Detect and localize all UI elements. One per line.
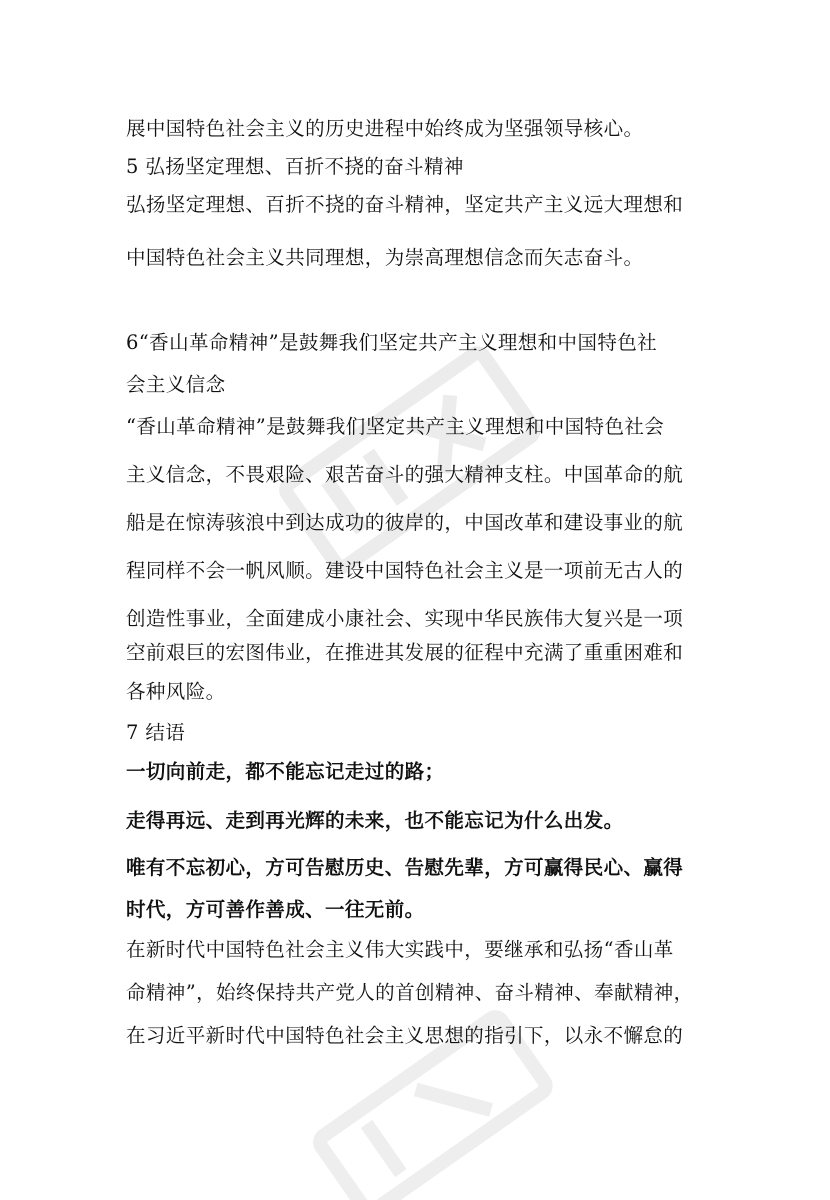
paragraph-line: 创造性事业，全面建成小康社会、实现中华民族伟大复兴是一项 xyxy=(126,607,684,630)
section-heading-5: 5 弘扬坚定理想、百折不挠的奋斗精神 xyxy=(126,155,464,178)
bold-line: 时代，方可善作善成、一往无前。 xyxy=(126,898,425,921)
paragraph-line: 空前艰巨的宏图伟业，在推进其发展的征程中充满了重重困难和 xyxy=(126,641,684,664)
bold-line: 走得再远、走到再光辉的未来，也不能忘记为什么出发。 xyxy=(126,809,624,832)
bold-line: 一切向前走，都不能忘记走过的路； xyxy=(126,760,445,783)
paragraph-line: 展中国特色社会主义的历史进程中始终成为坚强领导核心。 xyxy=(126,117,644,140)
paragraph-line: “香山革命精神”是鼓舞我们坚定共产主义理想和中国特色社会 xyxy=(126,415,665,438)
paragraph-line: 中国特色社会主义共同理想，为崇高理想信念而矢志奋斗。 xyxy=(126,246,644,269)
paragraph-line: 在习近平新时代中国特色社会主义思想的指引下，以永不懈怠的 xyxy=(126,1024,684,1047)
section-heading-6-cont: 会主义信念 xyxy=(126,373,226,396)
paragraph-line: 船是在惊涛骇浪中到达成功的彼岸的，中国改革和建设事业的航 xyxy=(126,511,684,534)
paragraph-line: 命精神”，始终保持共产党人的首创精神、奋斗精神、奉献精神， xyxy=(126,981,694,1004)
section-heading-6: 6“香山革命精神”是鼓舞我们坚定共产主义理想和中国特色社 xyxy=(126,331,658,354)
paragraph-line: 主义信念，不畏艰险、艰苦奋斗的强大精神支柱。中国革命的航 xyxy=(126,463,684,486)
bold-line: 唯有不忘初心，方可告慰历史、告慰先辈，方可赢得民心、赢得 xyxy=(126,856,684,879)
paragraph-line: 弘扬坚定理想、百折不挠的奋斗精神，坚定共产主义远大理想和 xyxy=(126,193,684,216)
section-heading-7: 7 结语 xyxy=(126,721,186,744)
paragraph-line: 在新时代中国特色社会主义伟大实践中，要继承和弘扬“香山革 xyxy=(126,938,674,961)
paragraph-line: 各种风险。 xyxy=(126,680,226,703)
paragraph-line: 程同样不会一帆风顺。建设中国特色社会主义是一项前无古人的 xyxy=(126,559,684,582)
